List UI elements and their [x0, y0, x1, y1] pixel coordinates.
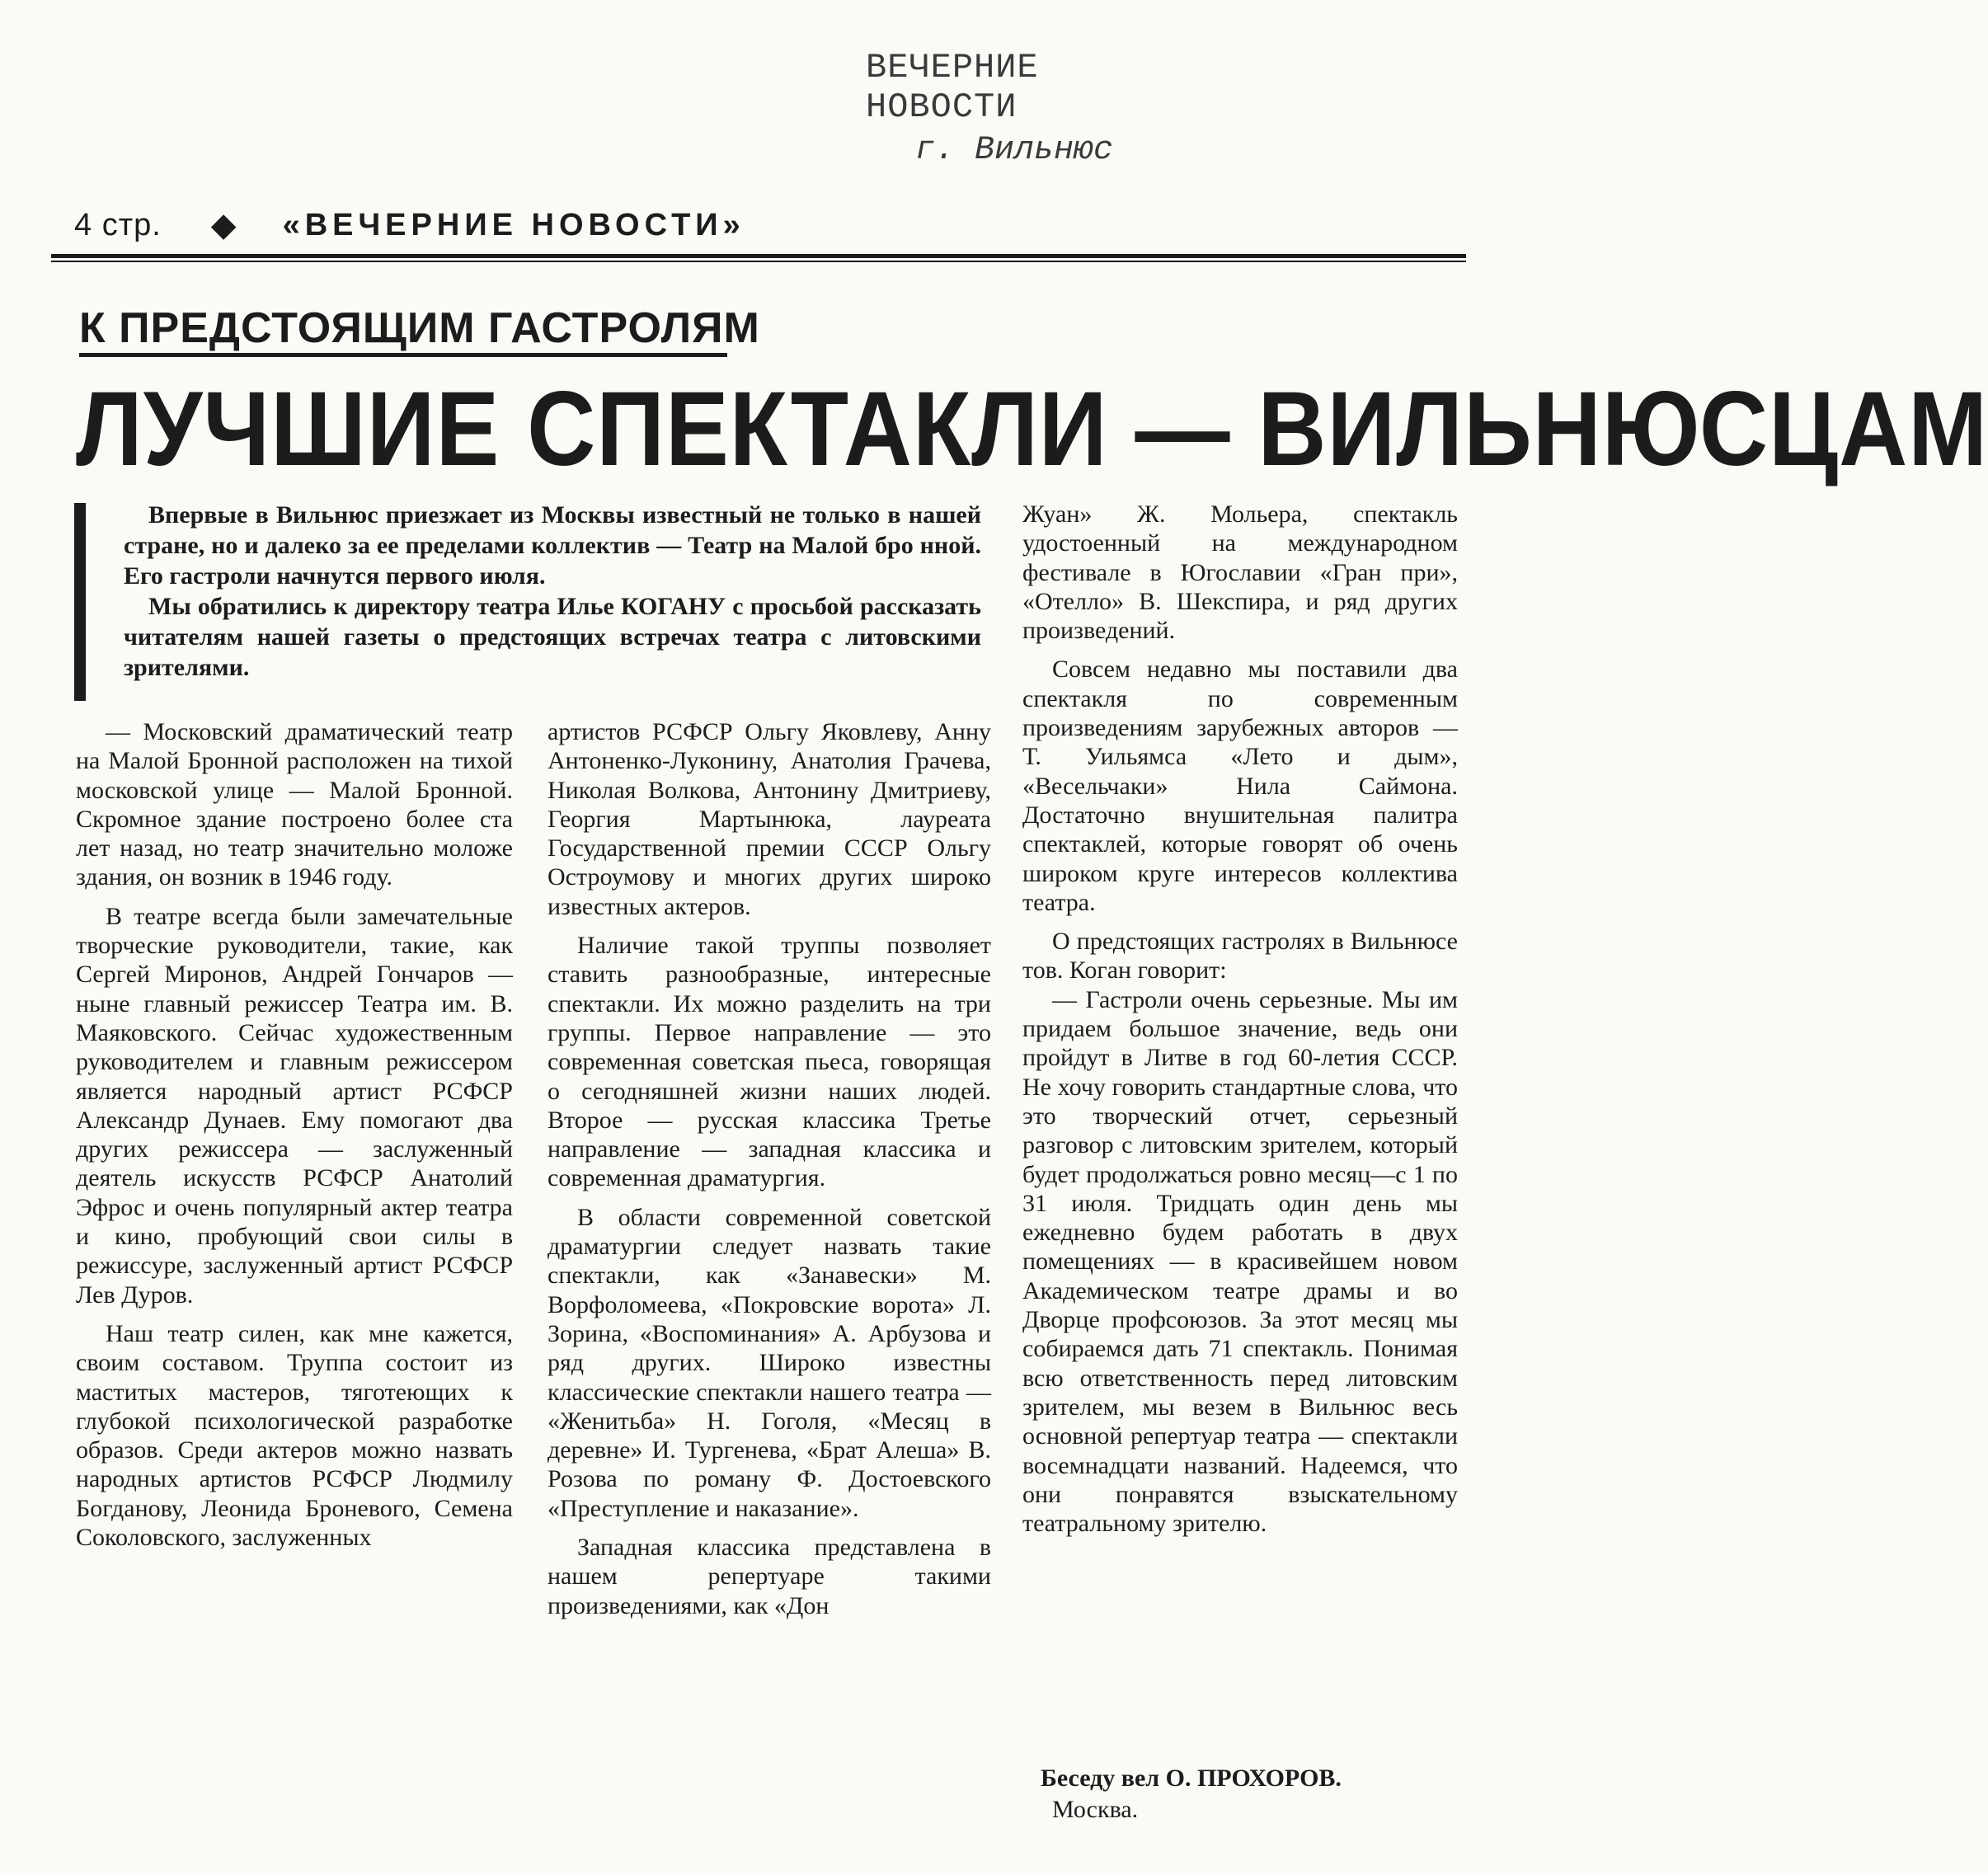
header-rule-thin	[51, 261, 1466, 262]
lead-paragraph: Мы обратились к директору театра Илье КОГАНУ с просьбой рассказать читателям нашей газеты о предстоящих встречах театра с литовскими зрителями.	[124, 593, 981, 681]
paragraph: О предстоящих гастролях в Вильнюсе тов. Коган говорит:	[1022, 928, 1458, 984]
lead-bar	[74, 503, 86, 701]
archive-stamp	[866, 48, 1179, 169]
newspaper-header	[74, 204, 1459, 246]
section-kicker: К ПРЕДСТОЯЩИМ ГАСТРОЛЯМ	[79, 304, 760, 352]
stamp-line-1: ВЕЧЕРНИЕ НОВОСТИ	[866, 48, 1039, 127]
column-3	[1022, 500, 1458, 1548]
paragraph: Наличие такой труппы позволяет ставить разнообразные, интересные спектакли. Их можно разделить на три группы. Первое направление — это современная советская пьеса, говорящая о сегодняшней жизни наших людей. Второе — русская классика Третье направление — западная классика и современная драматургия.	[548, 932, 991, 1192]
page-number: 4 стр.	[74, 207, 162, 242]
paragraph: Совсем недавно мы поставили два спектакля по современным произведениям зарубежных авторов — Т. Уильямса «Лето и дым», «Весельчаки» Нила Саймона. Достаточно внушительная палитра спектаклей, которые говорят об очень широком круге интересов коллектива театра.	[1022, 656, 1458, 916]
stamp-line-2: г. Вильнюс	[915, 132, 1114, 169]
paragraph: — Гастроли очень серьезные. Мы им придаем большое значение, ведь они пройдут в Литве в год 60-летия СССР. Не хочу говорить стандартные слова, что это творческий отчет, серьезный разговор с литовским зрителем, который будет продолжаться ровно месяц—с 1 по 31 июля. Тридцать один день мы ежедневно будем работать в двух помещениях — в красивейшем новом Академическом театре драмы и во Дворце профсоюзов. За этот месяц мы собираемся дать 71 спектакль. Понимая всю ответственность перед литовским зрителем, мы везем в Вильнюс весь основной репертуар театра — спектакли восемнадцати названий. Надеемся, что они понравятся взыскательному театральному зрителю.	[1022, 985, 1458, 1538]
byline-block	[1041, 1763, 1453, 1826]
column-1	[76, 717, 513, 1562]
paragraph: Западная классика представлена в нашем репертуаре такими произведениями, как «Дон	[548, 1534, 991, 1619]
diamond-icon: ◆	[210, 207, 242, 243]
header-rule	[51, 254, 1466, 258]
paragraph: В театре всегда были замечательные творческие руководители, такие, как Сергей Миронов, Андрей Гончаров — ныне главный режиссер Театра им. В. Маяковского. Сейчас художественным руководителем и главным режиссером является народный артист РСФСР Александр Дунаев. Ему помогают два других режиссера — заслуженный деятель искусств РСФСР Анатолий Эфрос и очень популярный актер театра и кино, пробующий свои силы в режиссуре, заслуженный артист РСФСР Лев Дуров.	[76, 902, 513, 1309]
paragraph: Наш театр силен, как мне кажется, своим составом. Труппа состоит из маститых мастеров, тяготеющих к глубокой психологической разработке образов. Среди актеров можно назвать народных артистов РСФСР Людмилу Богданову, Леонида Броневого, Семена Соколовского, заслуженных	[76, 1319, 513, 1552]
paragraph: Жуан» Ж. Мольера, спектакль удостоенный на международном фестивале в Югославии «Гран при», «Отелло» В. Шекспира, и ряд других произведений.	[1022, 500, 1458, 645]
paragraph: артистов РСФСР Ольгу Яковлеву, Анну Антоненко-Луконину, Анатолия Грачева, Николая Волкова, Антонину Дмитриеву, Георгия Мартынюка, лауреата Государственной премии СССР Ольгу Остроумову и многих других широко известных актеров.	[548, 718, 991, 920]
lead-paragraph: Впервые в Вильнюс приезжает из Москвы известный не только в нашей стране, но и далеко за ее пределами коллектив — Театр на Малой бро нной. Его гастроли начнутся первого июля.	[124, 501, 981, 590]
article-headline: ЛУЧШИЕ СПЕКТАКЛИ — ВИЛЬНЮСЦАМ	[76, 370, 1988, 488]
column-2	[548, 717, 991, 1630]
article-lead	[124, 500, 981, 683]
paragraph: — Московский драматический театр на Малой Бронной расположен на тихой московской улице — Малой Бронной. Скромное здание построено более ста лет назад, но театр значительно моложе здания, он возник в 1946 году.	[76, 718, 513, 891]
paragraph: В области современной советской драматургии следует назвать такие спектакли, как «Занавески» М. Ворфоломеева, «Покровские ворота» Л. Зорина, «Воспоминания» А. Арбузова и ряд других. Широко известны классические спектакли нашего театра — «Женитьба» Н. Гоголя, «Месяц в деревне» И. Тургенева, «Брат Алеша» В. Розова по роману Ф. Достоевского «Преступление и наказание».	[548, 1203, 991, 1522]
byline-city: Москва.	[1052, 1796, 1139, 1823]
newspaper-name: «ВЕЧЕРНИЕ НОВОСТИ»	[282, 207, 745, 242]
byline: Беседу вел О. ПРОХОРОВ.	[1041, 1765, 1342, 1792]
kicker-underline	[79, 353, 727, 357]
